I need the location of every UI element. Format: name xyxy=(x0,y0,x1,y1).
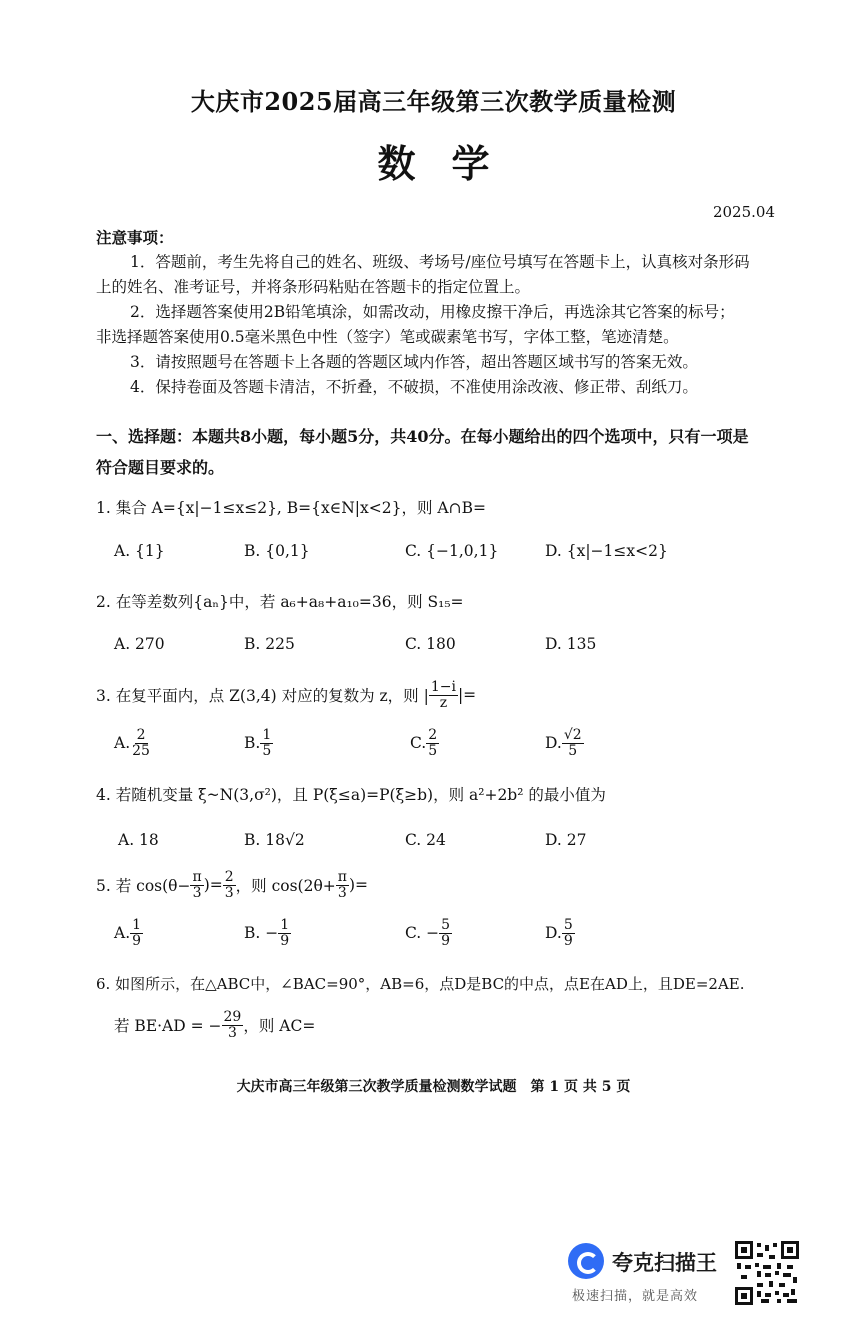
q1-option-c: C. {−1,0,1} xyxy=(405,542,499,560)
q5-option-b: B. − $\frac{1}{9}$ xyxy=(244,917,290,949)
scanner-slogan: 极速扫描，就是高效 xyxy=(572,1289,699,1304)
subject-title: 数学 xyxy=(377,141,526,186)
q4-option-b: B. 18√2 xyxy=(244,831,305,849)
q2-option-a: A. 270 xyxy=(114,635,165,653)
q1-option-b: B. {0,1} xyxy=(244,542,310,560)
q3-option-d: D. $\frac{√2}{5}$ xyxy=(545,727,582,759)
question-4-stem: 4. 若随机变量 ξ~N(3,σ²)，且 P(ξ≤a)=P(ξ≥b)，则 a²+2b² 的最小值为 xyxy=(96,786,606,804)
question-3-stem xyxy=(96,680,476,710)
q3-stem-end: |= xyxy=(457,686,477,705)
exam-date: 2025.04 xyxy=(712,203,775,221)
scanner-brand-name: 夸克扫描王 xyxy=(612,1251,717,1275)
question-6-stem: 6. 如图所示，在△ABC中，∠BAC=90°，AB=6，点D是BC的中点，点E在AD上，且DE=2AE. xyxy=(96,975,745,993)
notice-line: 1．答题前，考生先将自己的姓名、班级、考场号/座位号填写在答题卡上，认真核对条形码 xyxy=(130,253,750,271)
question-5-stem: 5. 若 cos(θ− $\frac{\pi}{3}$ )= $\frac{2}{3}$ ，则 cos(2θ+ $\frac{\pi}{3}$ )= xyxy=(96,869,369,901)
q1-option-d: D. {x|−1≤x<2} xyxy=(545,542,668,560)
notice-line: 非选择题答案使用0.5毫米黑色中性（签字）笔或碳素笔书写，字体工整，笔迹清楚。 xyxy=(96,328,679,346)
q4-option-d: D. 27 xyxy=(545,831,587,849)
q3-option-b: B. $\frac{1}{5}$ xyxy=(244,727,272,759)
exam-title: 大庆市2025届高三年级第三次教学质量检测 xyxy=(190,87,677,116)
q3-option-c: C. $\frac{2}{5}$ xyxy=(410,727,438,759)
q3-stem-text: 3. 在复平面内，点 Z(3,4) 对应的复数为 z，则 | xyxy=(96,687,429,706)
q2-option-b: B. 225 xyxy=(244,635,295,653)
notice-heading: 注意事项： xyxy=(96,228,174,247)
q5-option-a: A. $\frac{1}{9}$ xyxy=(114,917,142,949)
q3-fraction: $\frac{1-i}{z}$ xyxy=(430,679,456,711)
q3-option-a: A. $\frac{2}{25}$ xyxy=(114,727,150,759)
notice-line: 3．请按照题号在答题卡上各题的答题区域内作答，超出答题区域书写的答案无效。 xyxy=(130,353,698,371)
q2-option-d: D. 135 xyxy=(545,635,597,653)
section-heading-cont: 符合题目要求的。 xyxy=(96,458,225,477)
page-footer: 大庆市高三年级第三次教学质量检测数学试题 第 1 页 共 5 页 xyxy=(236,1079,631,1095)
q1-option-a: A. {1} xyxy=(114,542,165,560)
q5-option-d: D. $\frac{5}{9}$ xyxy=(545,917,573,949)
q2-option-c: C. 180 xyxy=(405,635,456,653)
notice-line: 2．选择题答案使用2B铅笔填涂，如需改动，用橡皮擦干净后，再选涂其它答案的标号； xyxy=(130,303,735,321)
section-heading: 一、选择题：本题共8小题，每小题5分，共40分。在每小题给出的四个选项中，只有一项是 xyxy=(96,427,749,446)
question-1-stem: 1. 集合 A={x|−1≤x≤2}, B={x∈N|x<2}，则 A∩B= xyxy=(96,499,486,517)
q4-option-c: C. 24 xyxy=(405,831,446,849)
qr-code-icon xyxy=(735,1241,799,1305)
q4-option-a: A. 18 xyxy=(118,831,159,849)
question-6-stem-cont: 若 BE·AD = − $\frac{29}{3}$ ，则 AC= xyxy=(114,1009,316,1041)
notice-line: 上的姓名、准考证号，并将条形码粘贴在答题卡的指定位置上。 xyxy=(96,278,531,296)
scanner-logo-icon xyxy=(568,1243,604,1279)
notice-line: 4．保持卷面及答题卡清洁，不折叠，不破损，不准使用涂改液、修正带、刮纸刀。 xyxy=(130,378,698,396)
q5-option-c: C. − $\frac{5}{9}$ xyxy=(405,917,451,949)
question-2-stem: 2. 在等差数列{aₙ}中，若 a₆+a₈+a₁₀=36，则 S₁₅= xyxy=(96,593,464,611)
